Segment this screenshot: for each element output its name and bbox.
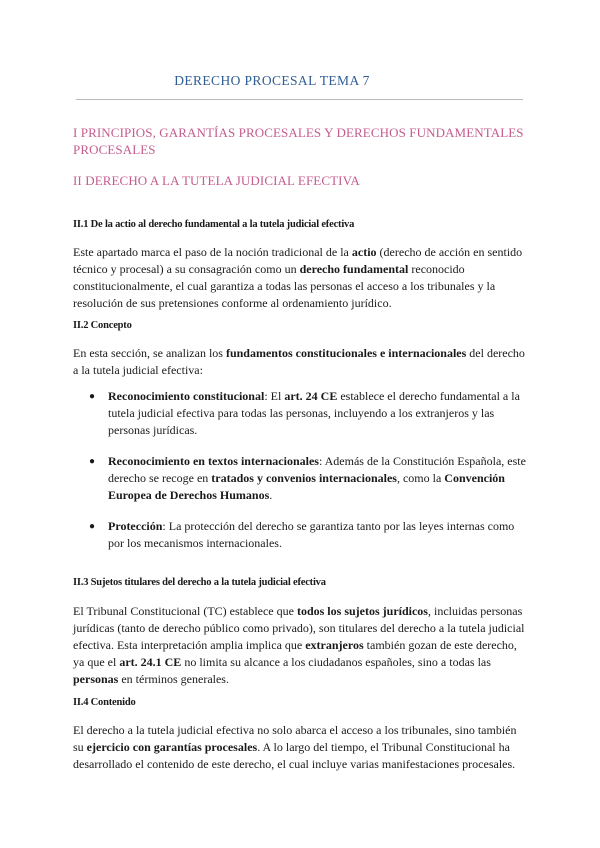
bullet-dot-icon: ● (89, 391, 96, 402)
paragraph-ii4: El derecho a la tutela judicial efectiva no solo abarca el acceso a los tribunales, sino también su ejercicio con garantías procesales. A lo largo del tiempo, el Tribunal Constitucional ha desarrollado el contenido de este derecho, el cual incluye varias manifestaciones procesales. (73, 723, 517, 771)
bullet-dot-icon: ● (89, 521, 96, 532)
title-divider (76, 99, 523, 100)
heading-tutela-judicial: II DERECHO A LA TUTELA JUDICIAL EFECTIVA (73, 173, 360, 188)
bullet-reconocimiento-internacional: ● Reconocimiento en textos internacionales: Además de la Constitución Española, este derecho se recoge en tratados y convenios internacionales, como la Convención Europea de Derechos Humanos. (89, 454, 526, 502)
section-heading-ii3: II.3 Sujetos titulares del derecho a la tutela judicial efectiva (73, 577, 326, 588)
document-title: DERECHO PROCESAL TEMA 7 (174, 73, 370, 88)
paragraph-ii1: Este apartado marca el paso de la noción tradicional de la actio (derecho de acción en sentido técnico y procesal) a su consagración como un derecho fundamental reconocido constitucionalmente, el cual garantiza a todas las personas el acceso a los tribunales y la resolución de sus pretensiones conforme al ordenamiento jurídico. (73, 245, 523, 310)
bullet-reconocimiento-constitucional: ● Reconocimiento constitucional: El art. 24 CE establece el derecho fundamental a la tutela judicial efectiva para todas las personas, incluyendo a los extranjeros y las personas jurídicas. (89, 389, 520, 437)
section-heading-ii2: II.2 Concepto (73, 320, 132, 331)
bullet-dot-icon: ● (89, 456, 96, 467)
paragraph-ii3: El Tribunal Constitucional (TC) establece que todos los sujetos jurídicos, incluidas personas jurídicas (tanto de derecho público como privado), son titulares del derecho a la tutela judicial efectiva. Esta interpretación amplia implica que extranjeros también gozan de este derecho, ya que el art. 24.1 CE no limita su alcance a los ciudadanos españoles, sino a todas las personas en términos generales. (73, 604, 525, 686)
bullet-proteccion: ● Protección: La protección del derecho se garantiza tanto por las leyes internas como por los mecanismos internacionales. (89, 519, 515, 550)
paragraph-ii2: En esta sección, se analizan los fundamentos constitucionales e internacionales del derecho a la tutela judicial efectiva: (73, 346, 525, 377)
heading-principios: I PRINCIPIOS, GARANTÍAS PROCESALES Y DERECHOS FUNDAMENTALES PROCESALES (73, 125, 524, 157)
section-heading-ii1: II.1 De la actio al derecho fundamental a la tutela judicial efectiva (73, 219, 355, 230)
section-heading-ii4: II.4 Contenido (73, 697, 136, 708)
